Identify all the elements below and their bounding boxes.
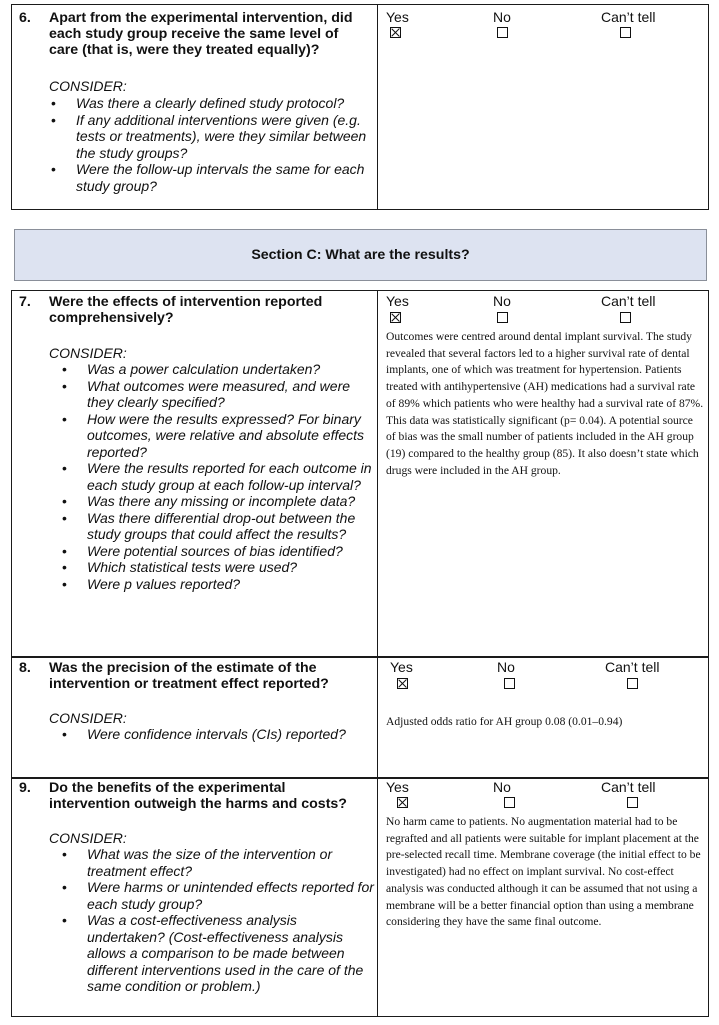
answer-text: Adjusted odds ratio for AH group 0.08 (0.01–0.94) bbox=[386, 715, 623, 728]
section-c-header: Section C: What are the results? bbox=[14, 229, 707, 281]
consider-item: • Was a power calculation undertaken? bbox=[87, 361, 374, 378]
option-cant-tell-label: Can’t tell bbox=[605, 659, 660, 675]
question-number: 9. bbox=[19, 780, 31, 796]
consider-item: • What outcomes were measured, and were they clearly specified? bbox=[87, 378, 374, 411]
question-number: 8. bbox=[19, 660, 31, 676]
option-yes-label: Yes bbox=[386, 779, 409, 795]
question-6-prompt-cell bbox=[12, 5, 378, 209]
question-7-block bbox=[11, 290, 709, 658]
consider-item: • Were confidence intervals (CIs) reported? bbox=[87, 726, 374, 743]
question-number: 6. bbox=[19, 10, 31, 26]
no-checkbox[interactable] bbox=[497, 27, 508, 38]
consider-list bbox=[87, 726, 374, 743]
answer-text: No harm came to patients. No augmentation material had to be regrafted and all patients were suitable for implant placement at the pre-selected recall time. Membrane coverage (the initial effect to be investigated) had no effect on implant survival. No cost-effect analysis was conducted although it can be assumed that not using a membrane will be a better financial option than using a membrane considering they have the same final outcome. bbox=[386, 815, 701, 929]
cant-tell-checkbox[interactable] bbox=[620, 27, 631, 38]
option-no-label: No bbox=[493, 9, 511, 25]
question-7-prompt-cell bbox=[12, 291, 378, 657]
consider-list bbox=[87, 361, 374, 592]
no-checkbox[interactable] bbox=[497, 312, 508, 323]
option-cant-tell-label: Can’t tell bbox=[601, 779, 656, 795]
consider-item: • Were p values reported? bbox=[87, 576, 374, 593]
option-yes-label: Yes bbox=[386, 9, 409, 25]
question-text: Were the effects of intervention reported comprehensively? bbox=[49, 294, 323, 326]
option-no-label: No bbox=[493, 779, 511, 795]
option-yes-label: Yes bbox=[386, 293, 409, 309]
question-text: Apart from the experimental intervention, did each study group receive the same level of care (that is, were they treated equally)? bbox=[49, 10, 353, 58]
consider-item: • Were the results reported for each outcome in each study group at each follow-up interval? bbox=[87, 460, 374, 493]
cant-tell-checkbox[interactable] bbox=[620, 312, 631, 323]
consider-item: • Was there a clearly defined study protocol? bbox=[76, 95, 372, 112]
no-checkbox[interactable] bbox=[504, 797, 515, 808]
consider-item: • Were potential sources of bias identified? bbox=[87, 543, 374, 560]
consider-list bbox=[87, 846, 374, 995]
yes-checkbox[interactable] bbox=[397, 797, 408, 808]
answer-text: Outcomes were centred around dental implant survival. The study revealed that several factors led to a higher survival rate of dental implants, one of which was treatment for hypertension. Patients treated with antihypertensive (AH) medications had a survival rate of 89% which patients who were healthy had a survival rate of 87%. This data was statistically significant (p= 0.04). A potential source of bias was the small number of patients included in the AH group (19) compared to the healthy group (85). It also doesn’t state which drugs were included in the AH group. bbox=[386, 330, 704, 477]
question-text: Was the precision of the estimate of the intervention or treatment effect reported? bbox=[49, 660, 329, 692]
consider-label: CONSIDER: bbox=[49, 830, 127, 846]
consider-item: • How were the results expressed? For binary outcomes, were relative and absolute effects reported? bbox=[87, 411, 374, 461]
cant-tell-checkbox[interactable] bbox=[627, 797, 638, 808]
question-8-prompt-cell bbox=[12, 657, 378, 778]
question-number: 7. bbox=[19, 294, 31, 310]
consider-item: • Was there differential drop-out between the study groups that could affect the results? bbox=[87, 510, 374, 543]
consider-label: CONSIDER: bbox=[49, 710, 127, 726]
consider-item: • Which statistical tests were used? bbox=[87, 559, 374, 576]
option-cant-tell-label: Can’t tell bbox=[601, 9, 656, 25]
yes-checkbox[interactable] bbox=[397, 678, 408, 689]
yes-checkbox[interactable] bbox=[390, 27, 401, 38]
consider-list bbox=[76, 95, 372, 194]
question-6-block bbox=[11, 4, 709, 210]
option-no-label: No bbox=[497, 659, 515, 675]
consider-label: CONSIDER: bbox=[49, 78, 127, 94]
consider-item: • Was a cost-effectiveness analysis undertaken? (Cost-effectiveness analysis allows a comparison to be made between different interventions used in the care of the same condition or problem.) bbox=[87, 912, 374, 995]
consider-label: CONSIDER: bbox=[49, 345, 127, 361]
question-9-block bbox=[11, 777, 709, 1017]
consider-item: • If any additional interventions were given (e.g. tests or treatments), were they similar between the study groups? bbox=[76, 112, 372, 162]
option-cant-tell-label: Can’t tell bbox=[601, 293, 656, 309]
consider-item: • Were the follow-up intervals the same for each study group? bbox=[76, 161, 372, 194]
consider-item: • Was there any missing or incomplete data? bbox=[87, 493, 374, 510]
consider-item: • Were harms or unintended effects reported for each study group? bbox=[87, 879, 374, 912]
question-text: Do the benefits of the experimental intervention outweigh the harms and costs? bbox=[49, 780, 347, 812]
no-checkbox[interactable] bbox=[504, 678, 515, 689]
option-yes-label: Yes bbox=[390, 659, 413, 675]
question-9-prompt-cell bbox=[12, 778, 378, 1016]
question-8-block bbox=[11, 656, 709, 779]
option-no-label: No bbox=[493, 293, 511, 309]
consider-item: • What was the size of the intervention or treatment effect? bbox=[87, 846, 374, 879]
yes-checkbox[interactable] bbox=[390, 312, 401, 323]
cant-tell-checkbox[interactable] bbox=[627, 678, 638, 689]
